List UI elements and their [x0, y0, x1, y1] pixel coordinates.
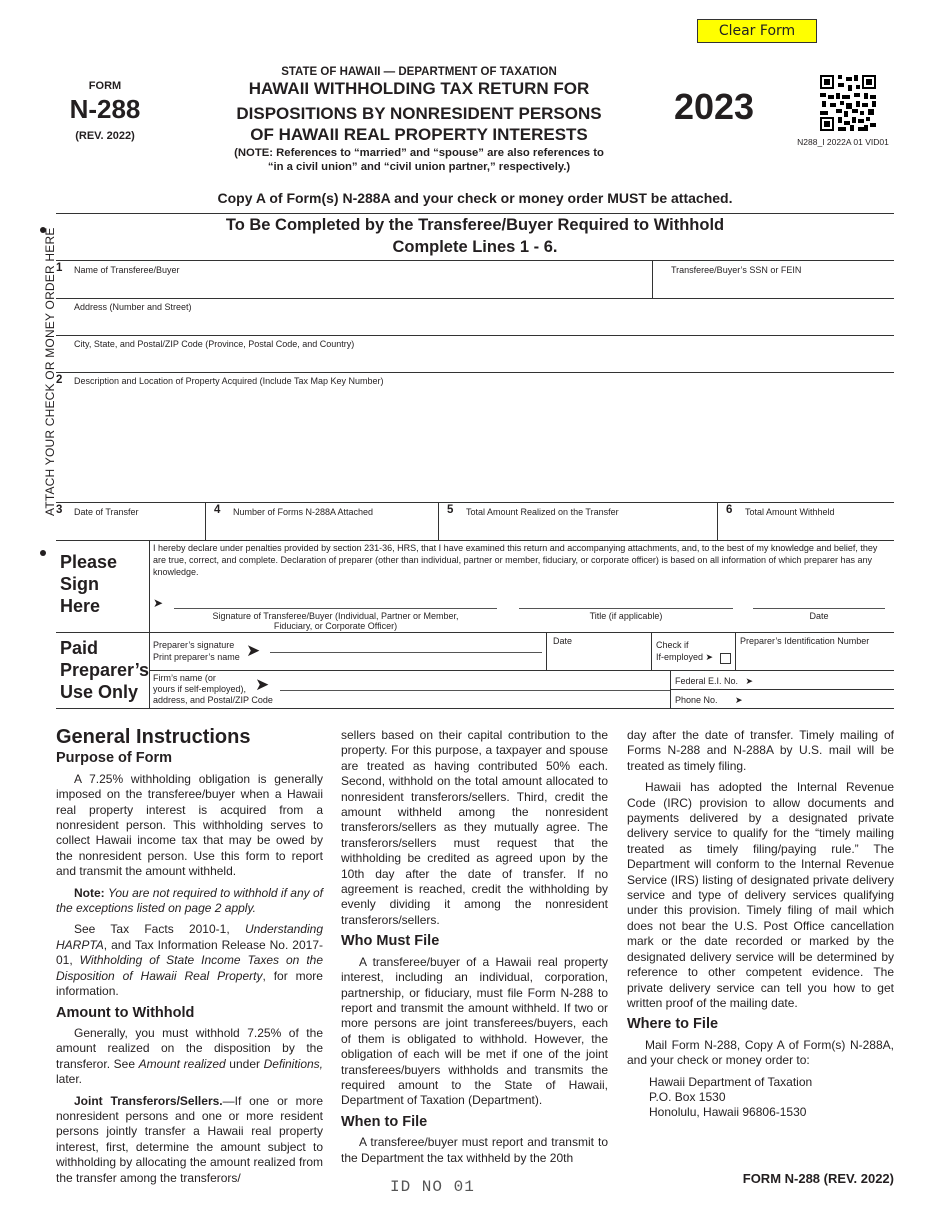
signature-line	[280, 690, 670, 691]
sign-date-input[interactable]	[753, 592, 885, 608]
when-to-file-heading: When to File	[341, 1113, 428, 1130]
date-caption: Date	[809, 611, 829, 621]
buyer-ssn-label: Transferee/Buyer’s SSN or FEIN	[671, 265, 802, 275]
divider	[56, 632, 894, 633]
amount-realized-input[interactable]	[466, 519, 712, 537]
self-employed-checkbox[interactable]	[720, 653, 731, 664]
divider	[56, 540, 894, 541]
firm-name-input[interactable]	[280, 674, 665, 690]
divider	[546, 632, 547, 670]
buyer-ssn-input[interactable]	[671, 278, 891, 296]
divider	[651, 632, 652, 670]
section-heading: To Be Completed by the Transferee/Buyer Required to Withhold	[225, 216, 725, 234]
divider	[56, 335, 894, 336]
arrow-right-icon: ➤	[705, 652, 714, 662]
paid-preparer-heading: Paid Preparer’s Use Only	[60, 638, 150, 702]
form-title-line-3: OF HAWAII REAL PROPERTY INTERESTS	[250, 125, 588, 144]
document-id: N288_I 2022A 01 VID01	[797, 137, 889, 147]
divider	[56, 372, 894, 373]
divider	[149, 540, 150, 708]
date-of-transfer-input[interactable]	[74, 519, 202, 537]
instructions-column-2	[341, 728, 608, 1172]
arrow-right-icon: ➤	[153, 596, 164, 610]
forms-attached-input[interactable]	[233, 519, 433, 537]
note-text: Note: You are not required to withhold if any of the exceptions listed on page 2 apply.	[56, 885, 323, 916]
signature-line	[519, 608, 733, 609]
signature-line	[174, 608, 497, 609]
line-number: 5	[447, 504, 454, 516]
phone-label: Phone No. ➤	[675, 695, 743, 705]
line-number: 6	[726, 504, 733, 516]
please-sign-heading: Please Sign Here	[60, 552, 118, 616]
joint-transferors-continued: sellers based on their capital contribution to the property. For this purpose, a taxpayer and spouse are treated as having contributed 50% each. Second, withhold on the total amount allocated to nonresident transferors/sellers. Third, credit the amount withheld among the nonresident transferors/sellers as they mutually agree. The transferors/sellers must request that the withholding be credited as agreed upon by the 10th day after the date of transfer. If no agreement is reached, credit the withholding by evenly dividing it among the nonresident transferors/sellers.	[341, 728, 608, 927]
divider	[652, 260, 653, 298]
when-to-file-continued: day after the date of transfer. Timely mailing of Forms N-288 and N-288A by U.S. mail will be treated as timely filing.	[627, 728, 894, 773]
firm-name-label: Firm’s name (or yours if self-employed), address, and Postal/ZIP Code	[153, 673, 273, 705]
instructions-column-3	[627, 728, 894, 1121]
divider	[205, 502, 206, 540]
forms-attached-label: Number of Forms N-288A Attached	[233, 507, 374, 517]
preparer-signature-input[interactable]	[270, 636, 542, 652]
references-text: See Tax Facts 2010-1, Understanding HARPTA, and Tax Information Release No. 2017-01, Withholding of State Income Taxes on the Disposition of Hawaii Real Property, for more information.	[56, 922, 324, 999]
form-number: N-288	[69, 94, 141, 124]
who-must-file-text: A transferee/buyer of a Hawaii real property interest, including an individual, corporation, partnership, or fiduciary, must file Form N-288 to report and transmit the amount withheld. If two or more persons are joint transferees/buyers, each of them is obligated to withhold. However, the obligation of each will be met if one of the joint transferees/buyers withholds and transmits the required amount to the State of Hawaii, Department of Taxation (Department).	[341, 954, 608, 1108]
attachment-notice: Copy A of Form(s) N-288A and your check or money order MUST be attached.	[217, 190, 733, 206]
divider	[150, 670, 894, 671]
where-to-file-heading: Where to File	[627, 1016, 719, 1033]
preparer-date-input[interactable]	[553, 649, 647, 665]
civil-union-note-line-2: “in a civil union” and “civil union partner,” respectively.)	[267, 161, 571, 173]
arrow-right-icon: ➤	[255, 675, 270, 694]
divider	[670, 689, 894, 690]
clear-form-button[interactable]: Clear Form	[697, 19, 817, 43]
arrow-right-icon: ➤	[745, 676, 754, 686]
form-label: FORM	[88, 80, 122, 92]
divider	[438, 502, 439, 540]
instructions-column-1	[56, 728, 323, 1192]
preparer-date-label: Date	[553, 636, 573, 646]
preparer-signature-label: Preparer’s signature Print preparer’s name	[153, 640, 240, 662]
divider	[56, 213, 894, 214]
where-to-file-text: Mail Form N-288, Copy A of Form(s) N-288A, and your check or money order to:	[627, 1037, 894, 1068]
amount-withheld-label: Total Amount Withheld	[745, 507, 835, 517]
amount-text: Generally, you must withhold 7.25% of the amount realized on the disposition by the transferor. See Amount realized under Definitions, later.	[56, 1025, 324, 1087]
line-number: 4	[214, 504, 221, 516]
title-caption: Title (if applicable)	[589, 611, 663, 621]
when-to-file-text: A transferee/buyer must report and transmit to the Department the tax withheld by the 20th	[341, 1135, 608, 1165]
line-number: 1	[56, 262, 63, 274]
id-number: ID NO 01	[390, 1178, 475, 1196]
preparer-id-label: Preparer’s Identification Number	[740, 636, 870, 646]
divider	[56, 502, 894, 503]
property-label: Description and Location of Property Acquired (Include Tax Map Key Number)	[74, 376, 384, 386]
mailing-address: Hawaii Department of Taxation P.O. Box 1530 Honolulu, Hawaii 96806-1530	[649, 1074, 813, 1120]
divider	[56, 298, 894, 299]
section-subheading: Complete Lines 1 - 6.	[392, 238, 558, 256]
date-of-transfer-label: Date of Transfer	[74, 507, 139, 517]
signature-line	[270, 652, 542, 653]
amount-realized-label: Total Amount Realized on the Transfer	[466, 507, 619, 517]
purpose-text: A 7.25% withholding obligation is generally imposed on the transferee/buyer when a Hawaii real property interest is acquired from a nonresident person. This withholding serves to collect Hawaii income tax that may be owed by the nonresident person. Use this form to report and transmit the amount withheld.	[56, 771, 323, 879]
address-label: Address (Number and Street)	[74, 302, 192, 312]
property-description-input[interactable]	[74, 392, 890, 498]
line-number: 3	[56, 504, 63, 516]
signature-line	[753, 608, 885, 609]
instructions-title: General Instructions	[56, 726, 251, 748]
amount-heading: Amount to Withhold	[56, 1004, 195, 1021]
private-delivery-text: Hawaii has adopted the Internal Revenue Code (IRC) provision to allow documents and payments delivered by a designated private delivery service to qualify for the “timely mailing treated as timely filing/paying rule.” The Department will conform to the Internal Revenue Service (IRS) listing of designated private delivery service and type of delivery services qualifying under this provision. Timely filing of mail which does not bear the U.S. Post Office cancellation mark or the date recorded or marked by the designated delivery service will be determined by reference to other competent evidence. The private delivery service can tell you how to get written proof of the mailing date.	[627, 780, 894, 1010]
preparer-id-input[interactable]	[740, 649, 890, 665]
footer-form-id: FORM N-288 (REV. 2022)	[742, 1171, 894, 1186]
arrow-right-icon: ➤	[246, 641, 261, 660]
buyer-signature-input[interactable]	[174, 592, 497, 608]
agency-name: STATE OF HAWAII — DEPARTMENT OF TAXATION	[281, 66, 557, 78]
form-title-line-1: HAWAII WITHHOLDING TAX RETURN FOR	[248, 79, 590, 98]
city-label: City, State, and Postal/ZIP Code (Province, Postal Code, and Country)	[74, 339, 355, 349]
side-bullet	[40, 550, 46, 556]
joint-transferors-text: Joint Transferors/Sellers.—If one or more nonresident persons and one or more resident persons jointly transfer a Hawaii real property interest, first, determine the amount subject to withholding by allocating the amount realized from the transfer among the transferors/	[56, 1093, 324, 1185]
fein-input[interactable]	[765, 672, 891, 688]
title-input[interactable]	[519, 592, 733, 608]
buyer-name-input[interactable]	[74, 278, 646, 296]
divider	[56, 708, 894, 709]
phone-input[interactable]	[765, 691, 891, 707]
form-title-line-2: DISPOSITIONS BY NONRESIDENT PERSONS	[236, 104, 602, 123]
civil-union-note-line-1: (NOTE: References to “married” and “spouse” are also references to	[234, 147, 604, 159]
arrow-right-icon: ➤	[735, 695, 743, 705]
qr-code-icon	[820, 75, 876, 131]
buyer-name-label: Name of Transferee/Buyer	[74, 265, 180, 275]
tax-year: 2023	[673, 86, 755, 127]
purpose-heading: Purpose of Form	[56, 750, 173, 767]
address-input[interactable]	[74, 315, 890, 333]
divider	[56, 260, 894, 261]
signature-caption: Signature of Transferee/Buyer (Individual, Partner or Member, Fiduciary, or Corporate Officer)	[212, 611, 459, 631]
line-number: 2	[56, 374, 63, 386]
divider	[717, 502, 718, 540]
divider	[735, 632, 736, 670]
self-employed-label: Check if If-employed ➤	[656, 640, 714, 662]
form-revision: (REV. 2022)	[75, 130, 135, 142]
declaration-text: I hereby declare under penalties provided by section 231-36, HRS, that I have examined this return and accompanying attachments, and, to the best of my knowledge and belief, they are true, correct, and complete. Declaration of preparer (other than individual, partner or member, fiduciary, or corporate officer) is based on all information of which preparer has any knowledge.	[153, 543, 878, 577]
fein-label: Federal E.I. No. ➤	[675, 676, 754, 686]
city-input[interactable]	[74, 352, 890, 370]
amount-withheld-input[interactable]	[745, 519, 891, 537]
who-must-file-heading: Who Must File	[341, 933, 440, 950]
